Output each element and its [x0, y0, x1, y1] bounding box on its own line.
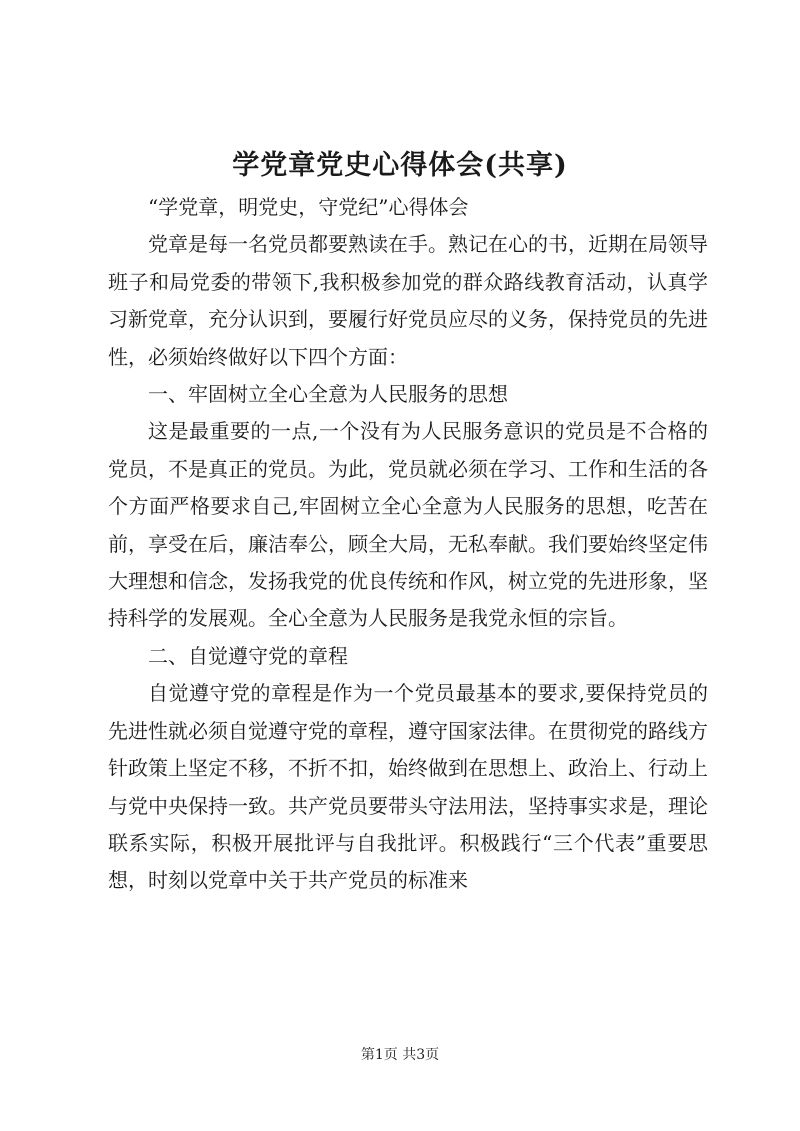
page-number-footer: 第1页 共3页: [360, 1047, 440, 1063]
body-paragraph: 自觉遵守党的章程是作为一个党员最基本的要求,要保持党员的先进性就必须自觉遵守党的章程，遵守国家法律。在贯彻党的路线方针政策上坚定不移，不折不扣，始终做到在思想上、政治上、行动上与党中央保持一致。共产党员要带头守法用法，坚持事实求是，理论联系实际，积极开展批评与自我批评。积极践行“三个代表”重要思想，时刻以党章中关于共产党员的标准来: [108, 681, 708, 893]
subtitle-paragraph: “学党章，明党史，守党纪”心得体会: [148, 195, 469, 219]
body-paragraph: 党章是每一名党员都要熟读在手。熟记在心的书，近期在局领导班子和局党委的带领下,我积极参加党的群众路线教育活动，认真学习新党章，充分认识到，要履行好党员应尽的义务，保持党员的先进性，必须始终做好以下四个方面：: [108, 232, 708, 369]
section-heading: 二、自觉遵守党的章程: [148, 643, 348, 668]
document-title: 学党章党史心得体会(共享): [232, 150, 568, 181]
section-heading: 一、牢固树立全心全意为人民服务的思想: [148, 382, 508, 407]
document-body: [108, 189, 708, 900]
body-paragraph: 这是最重要的一点,一个没有为人民服务意识的党员是不合格的党员，不是真正的党员。为此，党员就必须在学习、工作和生活的各个方面严格要求自己,牢固树立全心全意为人民服务的思想，吃苦在前，享受在后，廉洁奉公，顾全大局，无私奉献。我们要始终坚定伟大理想和信念，发扬我党的优良传统和作风，树立党的先进形象，坚持科学的发展观。全心全意为人民服务是我党永恒的宗旨。: [108, 419, 708, 631]
